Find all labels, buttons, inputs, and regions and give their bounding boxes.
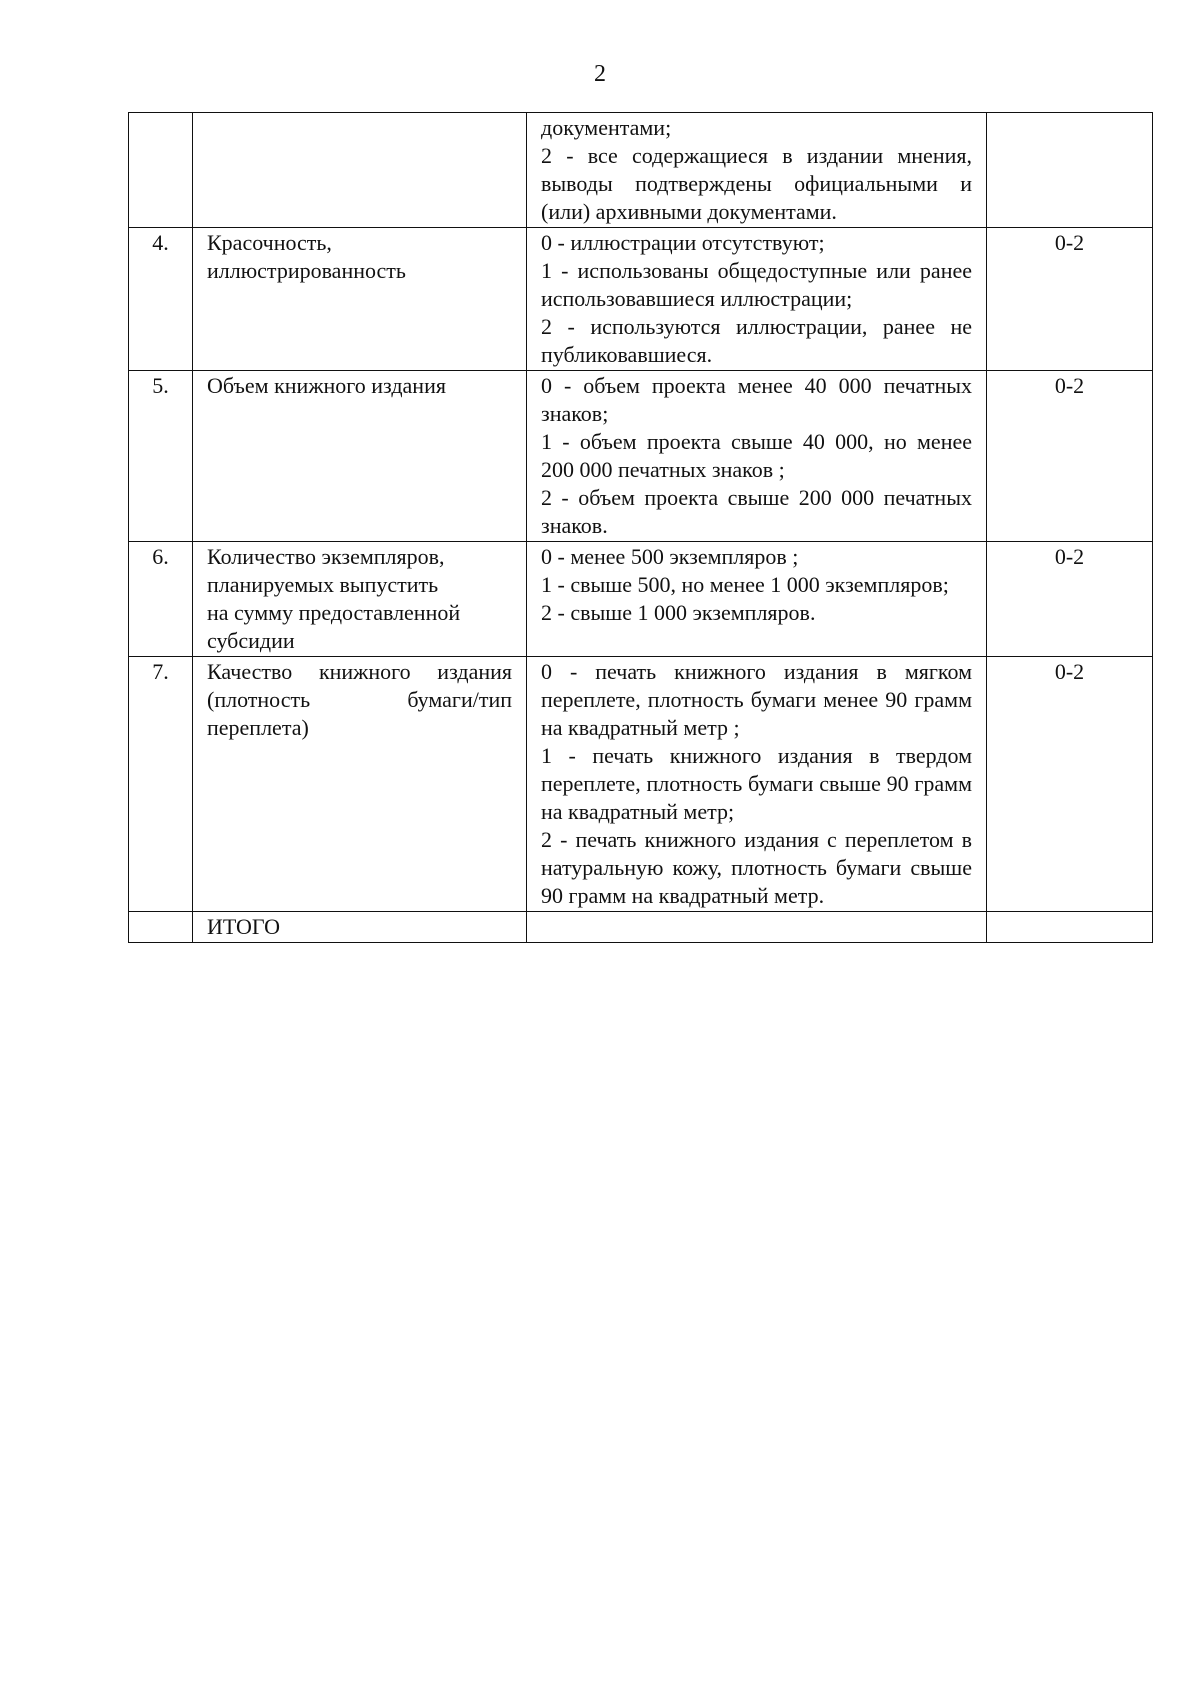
criterion-name [193,113,527,228]
score-range: 0-2 [987,657,1153,912]
criterion-description [527,542,987,657]
row-number [129,113,193,228]
name-line: Количество экземпляров, [207,544,445,569]
description-line: 0 - иллюстрации отсутствуют; [541,230,825,255]
criterion-name [193,228,527,371]
score-range: 0-2 [987,371,1153,542]
row-number: 7. [129,657,193,912]
row-number [129,912,193,943]
criterion-name [193,371,527,542]
description-line: 0 - менее 500 экземпляров ; [541,544,799,569]
criterion-description [527,371,987,542]
criterion-description [527,228,987,371]
description-line: 2 - все содержащиеся в издании мнения, выводы подтверждены официальными и (или) архивными документами. [541,143,972,224]
name-line: на сумму предоставленной [207,600,461,625]
criteria-table [128,112,1153,943]
description-line: документами; [541,115,672,140]
total-label: ИТОГО [193,912,527,943]
description-line: 1 - печать книжного издания в твердом переплете, плотность бумаги свыше 90 грамм на квадратный метр; [541,743,972,824]
criterion-description [527,113,987,228]
name-line: Красочность, [207,230,332,255]
table-row [129,657,1153,912]
description-line: 2 - свыше 1 000 экземпляров. [541,600,816,625]
name-line: субсидии [207,628,295,653]
criterion-name [193,542,527,657]
description-line: 1 - объем проекта свыше 40 000, но менее 200 000 печатных знаков ; [541,429,972,482]
table-row [129,542,1153,657]
name-line: иллюстрированность [207,258,406,283]
page-number: 2 [594,61,606,87]
score-range [987,113,1153,228]
criterion-description [527,657,987,912]
total-row [129,912,1153,943]
description-line: 2 - объем проекта свыше 200 000 печатных знаков. [541,485,972,538]
table-row [129,371,1153,542]
row-number: 6. [129,542,193,657]
total-value [987,912,1153,943]
description-line: 0 - объем проекта менее 40 000 печатных знаков; [541,373,972,426]
score-range: 0-2 [987,542,1153,657]
description-line: 2 - используются иллюстрации, ранее не публиковавшиеся. [541,314,972,367]
description-line: 1 - использованы общедоступные или ранее использовавшиеся иллюстрации; [541,258,972,311]
name-line: планируемых выпустить [207,572,439,597]
score-range: 0-2 [987,228,1153,371]
total-description [527,912,987,943]
criterion-name [193,657,527,912]
table-row [129,228,1153,371]
description-line: 2 - печать книжного издания с переплетом в натуральную кожу, плотность бумаги свыше 90 грамм на квадратный метр. [541,827,972,908]
table-row [129,113,1153,228]
description-line: 0 - печать книжного издания в мягком переплете, плотность бумаги менее 90 грамм на квадратный метр ; [541,659,972,740]
name-line: Качество книжного издания (плотность бумаги/тип переплета) [207,659,512,740]
description-line: 1 - свыше 500, но менее 1 000 экземпляров; [541,572,949,597]
row-number: 5. [129,371,193,542]
name-line: Объем книжного издания [207,373,446,398]
row-number: 4. [129,228,193,371]
